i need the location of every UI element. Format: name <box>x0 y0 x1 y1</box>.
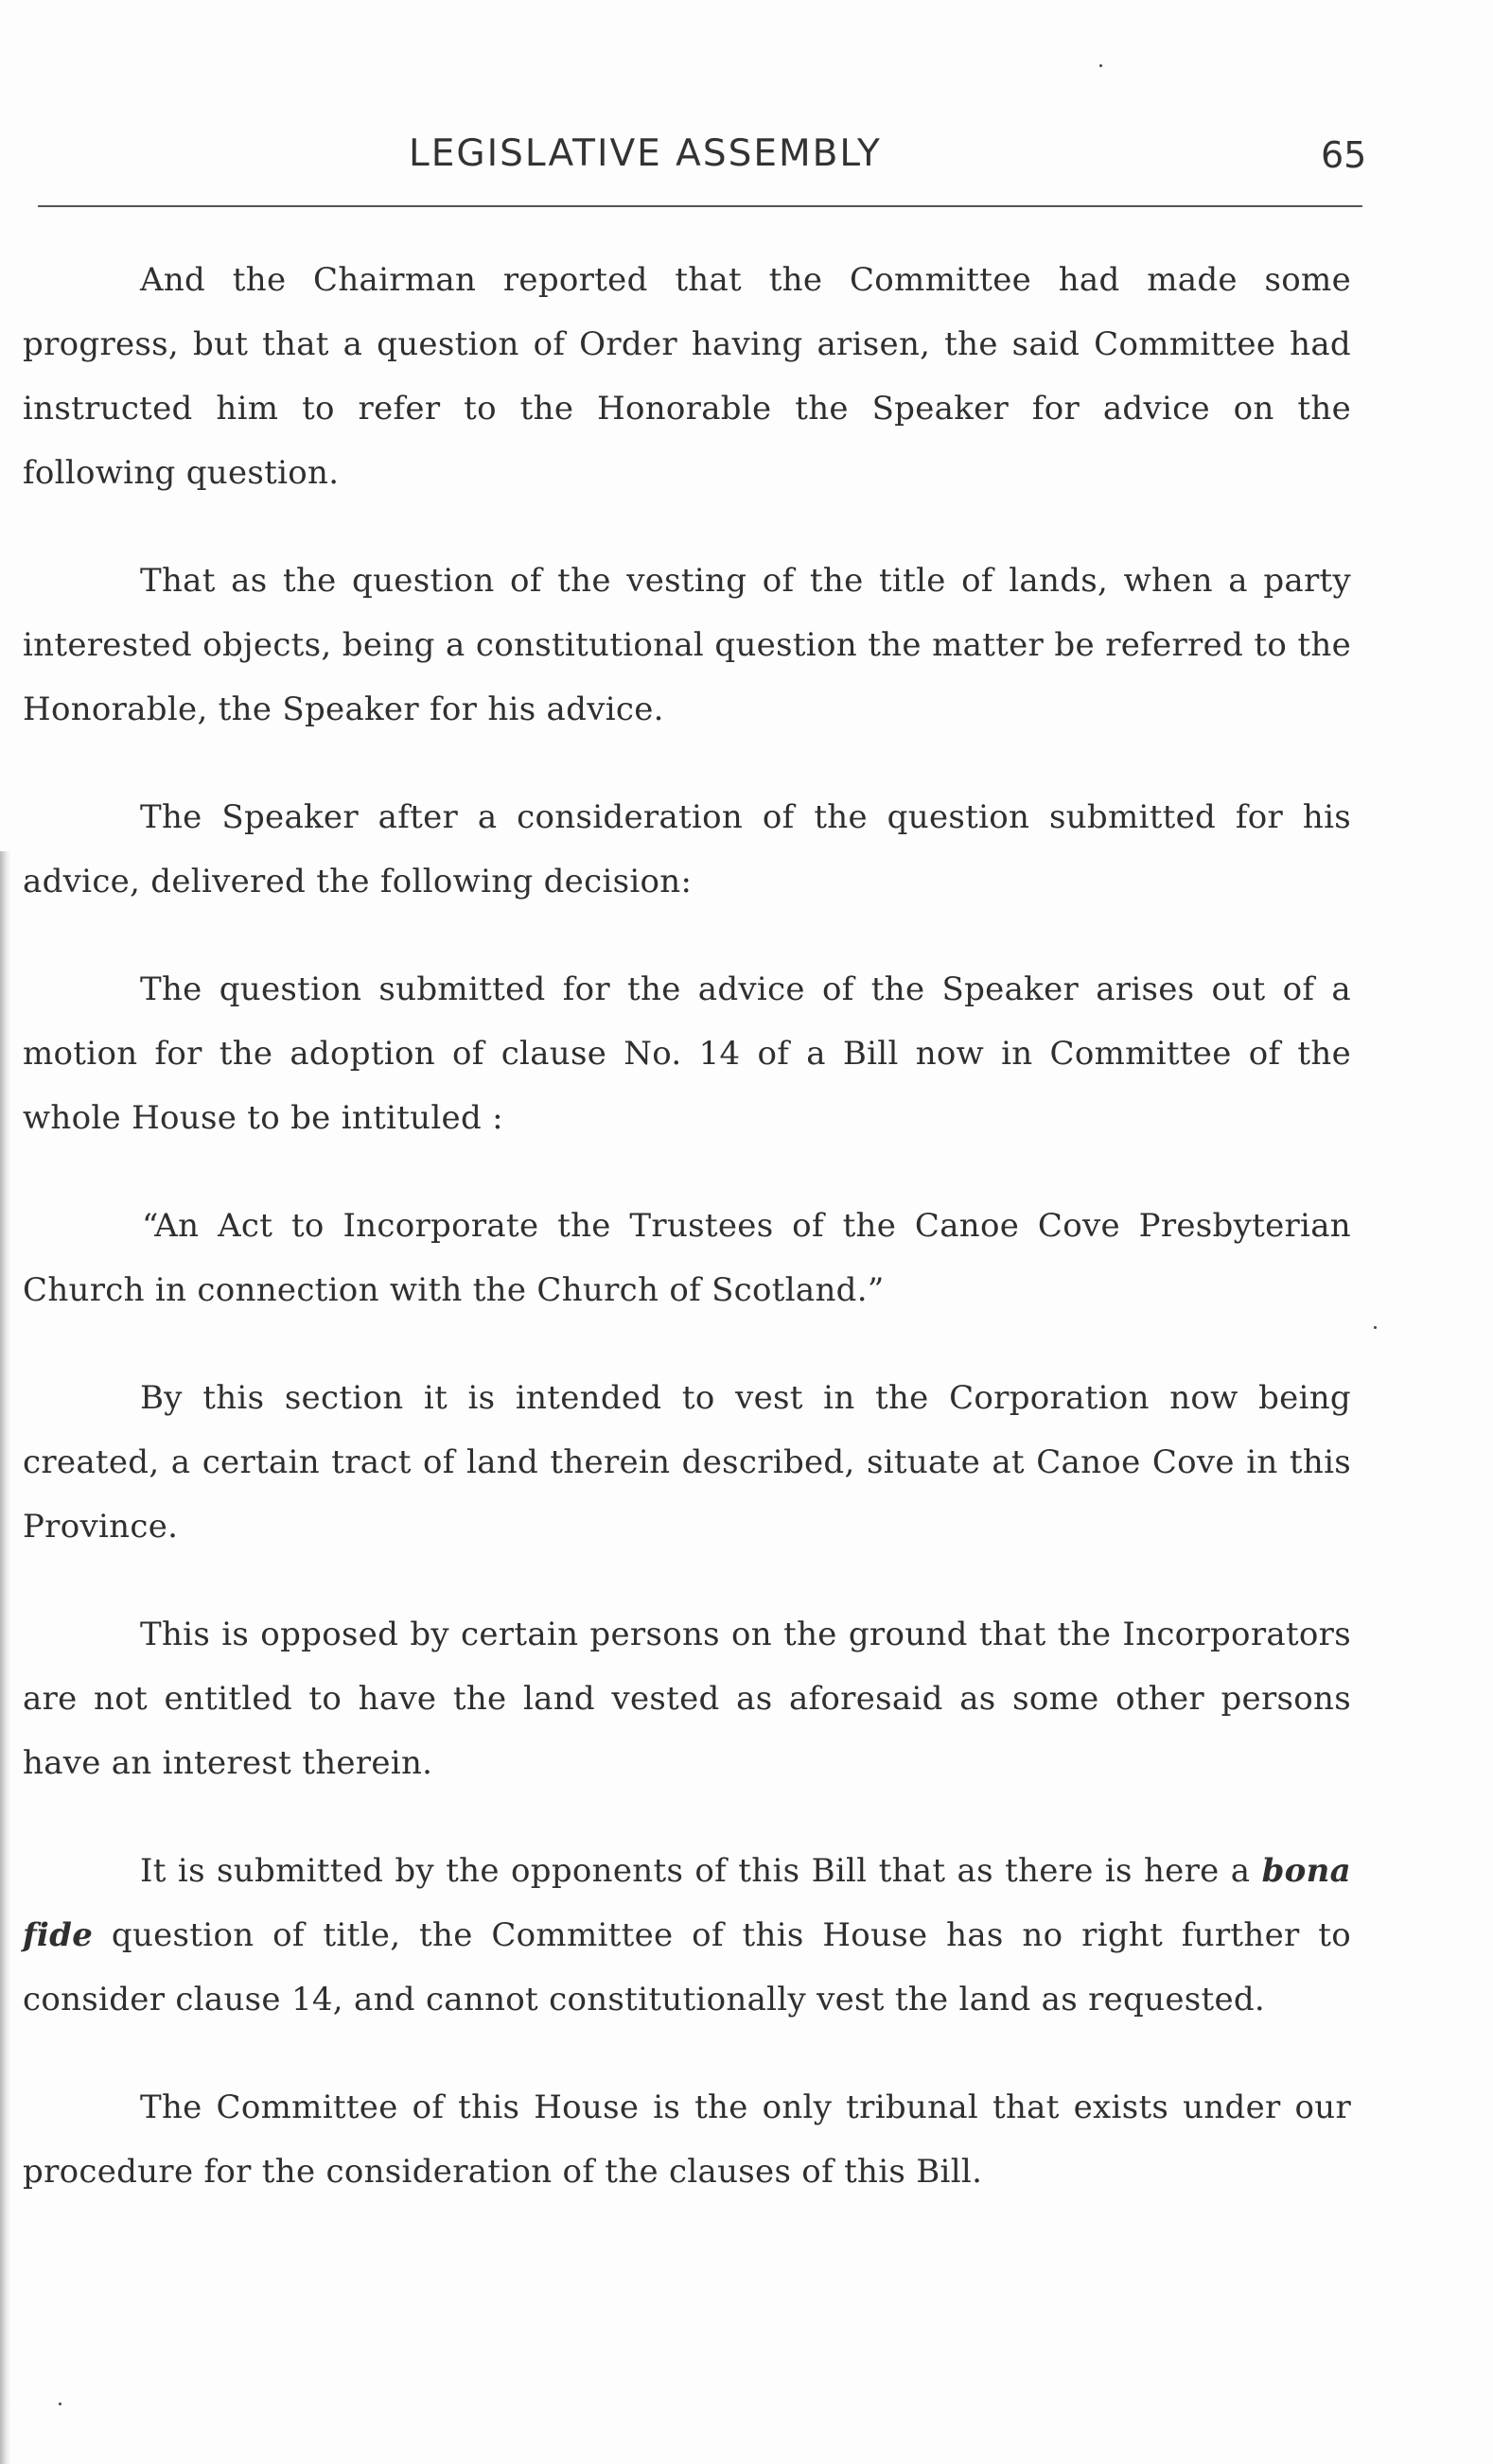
scan-speck <box>1099 64 1102 67</box>
body-text <box>23 248 1351 2247</box>
page-header <box>0 132 1493 189</box>
paragraph-question-submitted: The question submitted for the advice of the Speaker arises out of a motion for the adoption of clause No. 14 of a Bill now in Committee of the whole House to be intituled : <box>23 970 1351 1137</box>
emphasis-bona-fide: bona fide <box>23 1852 1351 1954</box>
paragraph-section-intent: By this section it is intended to vest in the Corporation now being created, a certain tract of land therein described, situate at Canoe Cove in this Province. <box>23 1379 1351 1546</box>
paragraph-opposition: This is opposed by certain persons on the ground that the Incorporators are not entitled to have the land vested as aforesaid as some other persons have an interest therein. <box>23 1616 1351 1782</box>
header-rule <box>38 205 1362 207</box>
running-title: LEGISLATIVE ASSEMBLY <box>409 132 882 175</box>
paragraph-act-title-quote: “An Act to Incorporate the Trustees of the Canoe Cove Presbyterian Church in connection with the Church of Scotland.” <box>23 1207 1351 1309</box>
page-number: 65 <box>1321 134 1367 176</box>
scan-speck <box>1374 1326 1377 1329</box>
scan-edge-shadow <box>0 851 11 2464</box>
paragraph-motion-referral: That as the question of the vesting of the title of lands, when a party interested objects, being a constitutional question the matter be referred to the Honorable, the Speaker for his advice. <box>23 562 1351 728</box>
paragraph-chairman-report: And the Chairman reported that the Committee had made some progress, but that a question of Order having arisen, the said Committee had instructed him to refer to the Honorable the Speaker for advice on the following question. <box>23 261 1351 492</box>
paragraph-committee-tribunal: The Committee of this House is the only tribunal that exists under our procedure for the consideration of the clauses of this Bill. <box>23 2088 1351 2191</box>
paragraph-speaker-decision-intro: The Speaker after a consideration of the question submitted for his advice, delivered the following decision: <box>23 798 1351 900</box>
paragraph-text-after: question of title, the Committee of this House has no right further to consider clause 14, and cannot constitutionally vest the land as requested. <box>23 1916 1351 2018</box>
paragraph-text-before: It is submitted by the opponents of this Bill that as there is here a <box>140 1852 1262 1890</box>
paragraph-opponents-submission <box>23 1839 1351 2032</box>
scan-speck <box>59 2403 61 2405</box>
